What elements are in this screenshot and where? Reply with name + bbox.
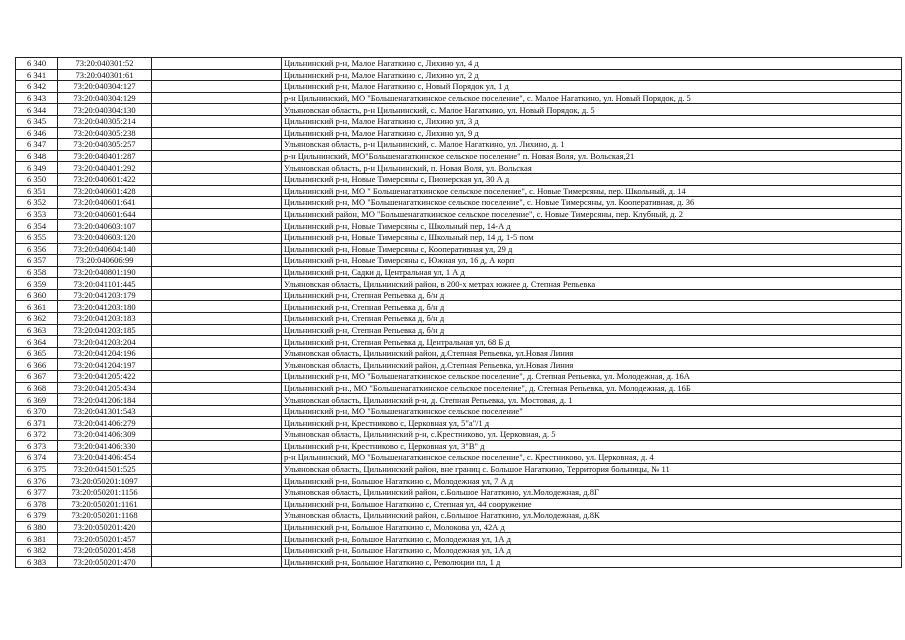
empty-cell	[152, 371, 282, 383]
table-row	[16, 150, 902, 162]
address-cell: Цильнинский р-н, МО " Большенагаткинское сельское поселение", с. Новые Тимерсяны, пер. Школьный, д. 14	[282, 185, 902, 197]
table-row	[16, 336, 902, 348]
address-cell: Цильнинский р-н, Большое Нагаткино с, Молодежная ул, 1А д	[282, 544, 902, 556]
cadastral-number-cell: 73:20:041203:180	[58, 301, 152, 313]
empty-cell	[152, 185, 282, 197]
row-number-cell: 6 355	[16, 231, 58, 243]
table-row	[16, 278, 902, 290]
empty-cell	[152, 417, 282, 429]
address-cell: Цильнинский р-н, МО "Большенагаткинское сельское поселение", с. Новые Тимерсяны, ул. Кооперативная, д. 36	[282, 197, 902, 209]
row-number-cell: 6 360	[16, 289, 58, 301]
table-row	[16, 197, 902, 209]
row-number-cell: 6 377	[16, 486, 58, 498]
empty-cell	[152, 266, 282, 278]
address-cell: Цильнинский р-н, Новые Тимерсяны с, Южная ул, 16 д, А корп	[282, 255, 902, 267]
row-number-cell: 6 353	[16, 208, 58, 220]
table-row	[16, 266, 902, 278]
table-row	[16, 429, 902, 441]
row-number-cell: 6 369	[16, 394, 58, 406]
row-number-cell: 6 345	[16, 115, 58, 127]
address-cell: Цильнинский р-н, Большое Нагаткино с, Революции пл, 1 д	[282, 556, 902, 568]
table-row	[16, 544, 902, 556]
table-row	[16, 394, 902, 406]
address-cell: Цильнинский р-н, Новые Тимерсяны с, Кооперативная ул, 29 д	[282, 243, 902, 255]
row-number-cell: 6 378	[16, 498, 58, 510]
empty-cell	[152, 231, 282, 243]
empty-cell	[152, 463, 282, 475]
address-cell: Цильнинский р-н, Новые Тимерсяны с, Пионерская ул, 30 А д	[282, 173, 902, 185]
empty-cell	[152, 301, 282, 313]
cadastral-number-cell: 73:20:040601:641	[58, 197, 152, 209]
row-number-cell: 6 367	[16, 371, 58, 383]
empty-cell	[152, 127, 282, 139]
empty-cell	[152, 544, 282, 556]
table-row	[16, 208, 902, 220]
row-number-cell: 6 352	[16, 197, 58, 209]
cadastral-number-cell: 73:20:041101:445	[58, 278, 152, 290]
cadastral-number-cell: 73:20:040401:292	[58, 162, 152, 174]
empty-cell	[152, 324, 282, 336]
row-number-cell: 6 371	[16, 417, 58, 429]
empty-cell	[152, 498, 282, 510]
table-row	[16, 231, 902, 243]
row-number-cell: 6 354	[16, 220, 58, 232]
cadastral-number-cell: 73:20:041205:434	[58, 382, 152, 394]
row-number-cell: 6 365	[16, 347, 58, 359]
cadastral-number-cell: 73:20:040603:107	[58, 220, 152, 232]
empty-cell	[152, 440, 282, 452]
registry-table	[15, 57, 902, 568]
cadastral-number-cell: 73:20:040601:422	[58, 173, 152, 185]
empty-cell	[152, 394, 282, 406]
table-row	[16, 452, 902, 464]
empty-cell	[152, 313, 282, 325]
cadastral-number-cell: 73:20:041203:179	[58, 289, 152, 301]
empty-cell	[152, 208, 282, 220]
row-number-cell: 6 357	[16, 255, 58, 267]
row-number-cell: 6 370	[16, 405, 58, 417]
cadastral-number-cell: 73:20:041301:543	[58, 405, 152, 417]
address-cell: Цильнинский р-н, Степная Репьевка д, б/н д	[282, 301, 902, 313]
row-number-cell: 6 379	[16, 510, 58, 522]
address-cell: Цильнинский р-н, Садки д, Центральная ул, 1 А д	[282, 266, 902, 278]
row-number-cell: 6 359	[16, 278, 58, 290]
address-cell: Цильнинский район, МО "Большенагаткинское сельское поселение", с. Новые Тимерсяны, пер. Клубный, д. 2	[282, 208, 902, 220]
row-number-cell: 6 375	[16, 463, 58, 475]
cadastral-number-cell: 73:20:041501:525	[58, 463, 152, 475]
empty-cell	[152, 429, 282, 441]
table-row	[16, 127, 902, 139]
cadastral-number-cell: 73:20:050201:1097	[58, 475, 152, 487]
row-number-cell: 6 382	[16, 544, 58, 556]
row-number-cell: 6 358	[16, 266, 58, 278]
table-row	[16, 173, 902, 185]
empty-cell	[152, 510, 282, 522]
empty-cell	[152, 556, 282, 568]
empty-cell	[152, 475, 282, 487]
empty-cell	[152, 452, 282, 464]
address-cell: Цильнинский р-н, Малое Нагаткино с, Лихино ул, 2 д	[282, 69, 902, 81]
row-number-cell: 6 351	[16, 185, 58, 197]
row-number-cell: 6 344	[16, 104, 58, 116]
table-row	[16, 371, 902, 383]
address-cell: Цильнинский р-н, Малое Нагаткино с, Лихино ул, 3 д	[282, 115, 902, 127]
empty-cell	[152, 359, 282, 371]
cadastral-number-cell: 73:20:050201:420	[58, 521, 152, 533]
address-cell: р-н Цильнинский, МО "Большенагаткинское сельское поселение", с. Крестниково, ул. Церковная, д. 4	[282, 452, 902, 464]
cadastral-number-cell: 73:20:050201:470	[58, 556, 152, 568]
empty-cell	[152, 289, 282, 301]
table-row	[16, 510, 902, 522]
address-cell: Ульяновская область, Цильнинский район, д.Степная Репьевка, ул.Новая Линия	[282, 359, 902, 371]
empty-cell	[152, 92, 282, 104]
cadastral-number-cell: 73:20:041205:422	[58, 371, 152, 383]
cadastral-number-cell: 73:20:040304:130	[58, 104, 152, 116]
address-cell: Цильнинский р-н, Степная Репьевка д, б/н д	[282, 289, 902, 301]
address-cell: Ульяновская область, Цильнинский район, в 200-х метрах южнее д. Степная Репьевка	[282, 278, 902, 290]
table-row	[16, 58, 902, 70]
row-number-cell: 6 381	[16, 533, 58, 545]
row-number-cell: 6 372	[16, 429, 58, 441]
row-number-cell: 6 380	[16, 521, 58, 533]
address-cell: Цильнинский р-н, Новые Тимерсяны с, Школьный пер, 14-А д	[282, 220, 902, 232]
table-row	[16, 104, 902, 116]
empty-cell	[152, 336, 282, 348]
address-cell: Цильнинский р-н, Новые Тимерсяны с, Школьный пер, 14 д, 1-5 пом	[282, 231, 902, 243]
address-cell: Ульяновская область, Цильнинский район, вне границ с. Большое Нагаткино, Территория больницы, № 11	[282, 463, 902, 475]
address-cell: Цильнинский р-н, Большое Нагаткино с, Молодежная ул, 7 А д	[282, 475, 902, 487]
row-number-cell: 6 366	[16, 359, 58, 371]
empty-cell	[152, 69, 282, 81]
table-row	[16, 440, 902, 452]
cadastral-number-cell: 73:20:041406:454	[58, 452, 152, 464]
cadastral-number-cell: 73:20:040606:99	[58, 255, 152, 267]
address-cell: Цильнинский р-н, Степная Репьевка д, б/н д	[282, 313, 902, 325]
cadastral-number-cell: 73:20:040601:428	[58, 185, 152, 197]
address-cell: Цильнинский р-н, Малое Нагаткино с, Новый Порядок ул, 1 д	[282, 81, 902, 93]
row-number-cell: 6 363	[16, 324, 58, 336]
cadastral-number-cell: 73:20:040305:238	[58, 127, 152, 139]
cadastral-number-cell: 73:20:041203:204	[58, 336, 152, 348]
cadastral-number-cell: 73:20:040603:120	[58, 231, 152, 243]
cadastral-number-cell: 73:20:041204:197	[58, 359, 152, 371]
table-row	[16, 185, 902, 197]
address-cell: Ульяновская область, р-н Цильнинский, с. Малое Нагаткино, ул. Лихино, д. 1	[282, 139, 902, 151]
address-cell: Ульяновская область, Цильнинский район, с.Большое Нагаткино, ул.Молодежная, д.8К	[282, 510, 902, 522]
address-cell: Цильнинский р-н, Большое Нагаткино с, Молокова ул, 42А д	[282, 521, 902, 533]
cadastral-number-cell: 73:20:040305:214	[58, 115, 152, 127]
empty-cell	[152, 197, 282, 209]
cadastral-number-cell: 73:20:041406:279	[58, 417, 152, 429]
row-number-cell: 6 361	[16, 301, 58, 313]
empty-cell	[152, 521, 282, 533]
table-row	[16, 533, 902, 545]
table-row	[16, 115, 902, 127]
table-row	[16, 498, 902, 510]
row-number-cell: 6 341	[16, 69, 58, 81]
empty-cell	[152, 58, 282, 70]
cadastral-number-cell: 73:20:050201:1168	[58, 510, 152, 522]
cadastral-number-cell: 73:20:050201:458	[58, 544, 152, 556]
table-row	[16, 521, 902, 533]
empty-cell	[152, 486, 282, 498]
row-number-cell: 6 368	[16, 382, 58, 394]
cadastral-number-cell: 73:20:040604:140	[58, 243, 152, 255]
cadastral-number-cell: 73:20:041204:196	[58, 347, 152, 359]
row-number-cell: 6 383	[16, 556, 58, 568]
row-number-cell: 6 349	[16, 162, 58, 174]
row-number-cell: 6 342	[16, 81, 58, 93]
table-row	[16, 324, 902, 336]
empty-cell	[152, 243, 282, 255]
table-row	[16, 463, 902, 475]
row-number-cell: 6 376	[16, 475, 58, 487]
empty-cell	[152, 278, 282, 290]
table-row	[16, 255, 902, 267]
table-row	[16, 81, 902, 93]
cadastral-number-cell: 73:20:041406:330	[58, 440, 152, 452]
address-cell: Цильнинский р-н, Малое Нагаткино с, Лихино ул, 9 д	[282, 127, 902, 139]
cadastral-number-cell: 73:20:050201:1161	[58, 498, 152, 510]
cadastral-number-cell: 73:20:040301:61	[58, 69, 152, 81]
table-row	[16, 382, 902, 394]
table-row	[16, 289, 902, 301]
address-cell: Ульяновская область, Цильнинский р-н, с.Крестниково, ул. Церковная, д. 5	[282, 429, 902, 441]
empty-cell	[152, 150, 282, 162]
address-cell: Цильнинский р-н, Большое Нагаткино с, Степная ул, 44 сооружение	[282, 498, 902, 510]
cadastral-number-cell: 73:20:041406:309	[58, 429, 152, 441]
empty-cell	[152, 382, 282, 394]
address-cell: Цильнинский р-н, Малое Нагаткино с, Лихино ул, 4 д	[282, 58, 902, 70]
address-cell: Ульяновская область, Цильнинский район, с.Большое Нагаткино, ул.Молодежная, д.8Г	[282, 486, 902, 498]
row-number-cell: 6 362	[16, 313, 58, 325]
empty-cell	[152, 173, 282, 185]
row-number-cell: 6 343	[16, 92, 58, 104]
empty-cell	[152, 162, 282, 174]
row-number-cell: 6 373	[16, 440, 58, 452]
table-row	[16, 486, 902, 498]
address-cell: Цильнинский р-н, Степная Репьевка д, Центральная ул, 68 Б д	[282, 336, 902, 348]
address-cell: Ульяновская область, р-н Цильнинский, с. Малое Нагаткино, ул. Новый Порядок, д. 5	[282, 104, 902, 116]
empty-cell	[152, 139, 282, 151]
table-row	[16, 243, 902, 255]
table-row	[16, 69, 902, 81]
table-row	[16, 162, 902, 174]
row-number-cell: 6 374	[16, 452, 58, 464]
table-row	[16, 359, 902, 371]
empty-cell	[152, 220, 282, 232]
cadastral-number-cell: 73:20:050201:1156	[58, 486, 152, 498]
row-number-cell: 6 346	[16, 127, 58, 139]
address-cell: Ульяновская область, Цильнинский р-н, д. Степная Репьевка, ул. Мостовая, д. 1	[282, 394, 902, 406]
table-row	[16, 475, 902, 487]
table-row	[16, 220, 902, 232]
cadastral-number-cell: 73:20:040601:644	[58, 208, 152, 220]
address-cell: Цильнинский р-н, Крестниково с, Церковная ул, 5"а"/1 д	[282, 417, 902, 429]
table-row	[16, 92, 902, 104]
cadastral-number-cell: 73:20:040801:190	[58, 266, 152, 278]
table-row	[16, 347, 902, 359]
registry-table-body	[16, 58, 902, 568]
address-cell: Цильнинский р-н, Большое Нагаткино с, Молодежная ул, 1А д	[282, 533, 902, 545]
address-cell: Цильнинский р-н., МО "Большенагаткинское сельское поселение", д. Степная Репьевка, ул. Молодежная, д. 16Б	[282, 382, 902, 394]
cadastral-number-cell: 73:20:040305:257	[58, 139, 152, 151]
address-cell: Ульяновская область, Цильнинский район, д.Степная Репьевка, ул.Новая Линия	[282, 347, 902, 359]
row-number-cell: 6 348	[16, 150, 58, 162]
empty-cell	[152, 115, 282, 127]
cadastral-number-cell: 73:20:040401:287	[58, 150, 152, 162]
address-cell: Цильнинский р-н, МО "Большенагаткинское сельское поселение"	[282, 405, 902, 417]
address-cell: р-н Цильнинский, МО"Большенагаткинское сельское поселение" п. Новая Воля, ул. Вольская,21	[282, 150, 902, 162]
cadastral-number-cell: 73:20:041203:185	[58, 324, 152, 336]
table-row	[16, 313, 902, 325]
row-number-cell: 6 340	[16, 58, 58, 70]
empty-cell	[152, 405, 282, 417]
address-cell: Цильнинский р-н, Крестниково с, Церковная ул, 3"В" д	[282, 440, 902, 452]
cadastral-number-cell: 73:20:050201:457	[58, 533, 152, 545]
row-number-cell: 6 350	[16, 173, 58, 185]
table-row	[16, 556, 902, 568]
address-cell: Цильнинский р-н, Степная Репьевка д, б/н д	[282, 324, 902, 336]
table-row	[16, 417, 902, 429]
cadastral-number-cell: 73:20:041203:183	[58, 313, 152, 325]
table-row	[16, 301, 902, 313]
cadastral-number-cell: 73:20:040304:127	[58, 81, 152, 93]
empty-cell	[152, 255, 282, 267]
empty-cell	[152, 104, 282, 116]
address-cell: Ульяновская область, р-н Цильнинский, п. Новая Воля, ул. Вольская	[282, 162, 902, 174]
address-cell: Цильнинский р-н, МО "Большенагаткинское сельское поселение", д. Степная Репьевка, ул. Молодежная, д. 16А	[282, 371, 902, 383]
cadastral-number-cell: 73:20:040301:52	[58, 58, 152, 70]
empty-cell	[152, 347, 282, 359]
table-row	[16, 139, 902, 151]
row-number-cell: 6 347	[16, 139, 58, 151]
row-number-cell: 6 356	[16, 243, 58, 255]
address-cell: р-н Цильнинский, МО "Большенагаткинское сельское поселение", с. Малое Нагаткино, ул. Новый Порядок, д. 5	[282, 92, 902, 104]
cadastral-number-cell: 73:20:041206:184	[58, 394, 152, 406]
cadastral-number-cell: 73:20:040304:129	[58, 92, 152, 104]
empty-cell	[152, 533, 282, 545]
empty-cell	[152, 81, 282, 93]
table-row	[16, 405, 902, 417]
row-number-cell: 6 364	[16, 336, 58, 348]
